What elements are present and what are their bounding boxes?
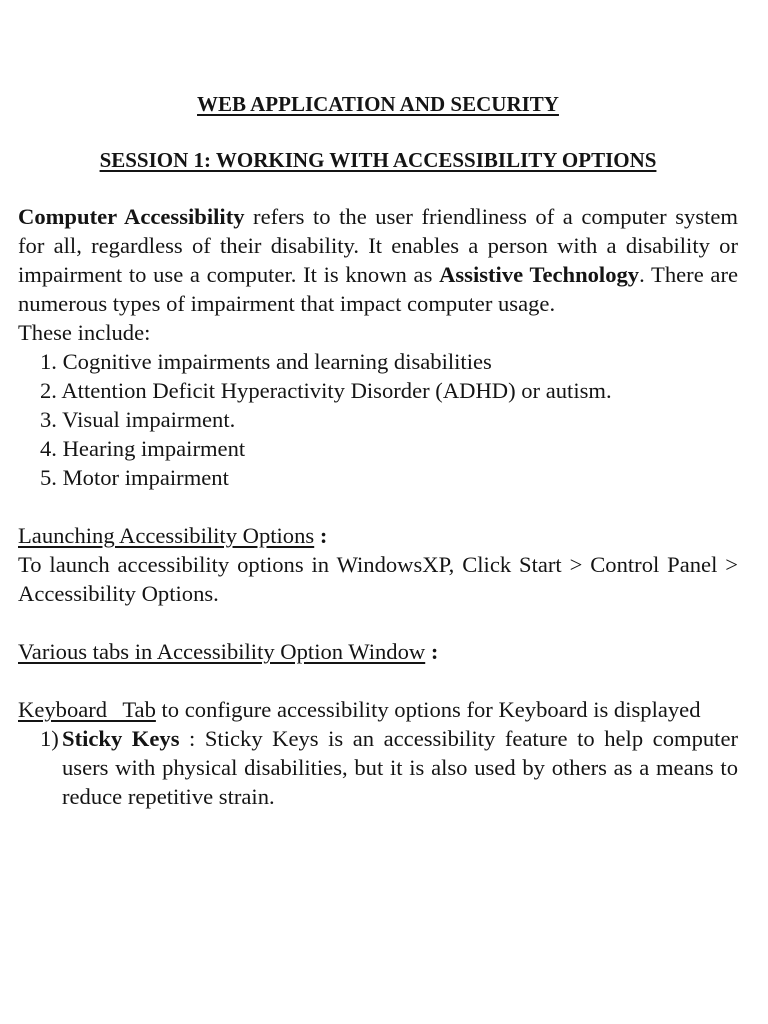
impairments-list bbox=[18, 347, 738, 492]
list-intro: These include: bbox=[18, 320, 151, 345]
sticky-keys-item bbox=[18, 724, 738, 811]
document-title: WEB APPLICATION AND SECURITY bbox=[197, 92, 559, 116]
launching-text: To launch accessibility options in WindowsXP, Click Start > Control Panel > Accessibility Options. bbox=[18, 552, 738, 606]
list-item: 3. Visual impairment. bbox=[40, 407, 236, 432]
keyboard-text: to configure accessibility options for Keyboard is displayed bbox=[155, 697, 701, 722]
item-number: 1) bbox=[40, 726, 59, 751]
tabs-heading-line bbox=[18, 637, 738, 666]
list-item: 5. Motor impairment bbox=[40, 465, 229, 490]
tabs-heading: Various tabs in Accessibility Option Window bbox=[18, 639, 426, 664]
list-item: 4. Hearing impairment bbox=[40, 436, 246, 461]
launching-colon: : bbox=[314, 523, 328, 548]
term-sticky-keys: Sticky Keys bbox=[62, 726, 180, 751]
launching-heading-line bbox=[18, 521, 738, 550]
launching-heading: Launching Accessibility Options bbox=[18, 523, 315, 548]
list-item: 1. Cognitive impairments and learning disabilities bbox=[40, 349, 492, 374]
document-page bbox=[18, 90, 738, 811]
term-assistive-technology: Assistive Technology bbox=[439, 262, 640, 287]
intro-paragraph bbox=[18, 202, 738, 318]
intro-text-2: . There are numerous types of impairment that impact computer usage. bbox=[18, 262, 738, 316]
intro-text-1: refers to the user friendliness of a computer system for all, regardless of their disability. It enables a person with a disability or impairment to use a computer. It is known as bbox=[18, 204, 738, 287]
tabs-colon: : bbox=[425, 639, 439, 664]
term-computer-accessibility: Computer Accessibility bbox=[18, 204, 245, 229]
sticky-keys-text: : Sticky Keys is an accessibility feature to help computer users with physical disabilities, but it is also used by others as a means to reduce repetitive strain. bbox=[62, 726, 738, 809]
sticky-keys-body bbox=[62, 724, 738, 811]
list-item: 2. Attention Deficit Hyperactivity Disorder (ADHD) or autism. bbox=[40, 378, 612, 403]
keyboard-paragraph bbox=[18, 695, 738, 724]
session-title: SESSION 1: WORKING WITH ACCESSIBILITY OPTIONS bbox=[99, 148, 657, 172]
keyboard-tab-heading: Keyboard Tab bbox=[18, 697, 156, 722]
